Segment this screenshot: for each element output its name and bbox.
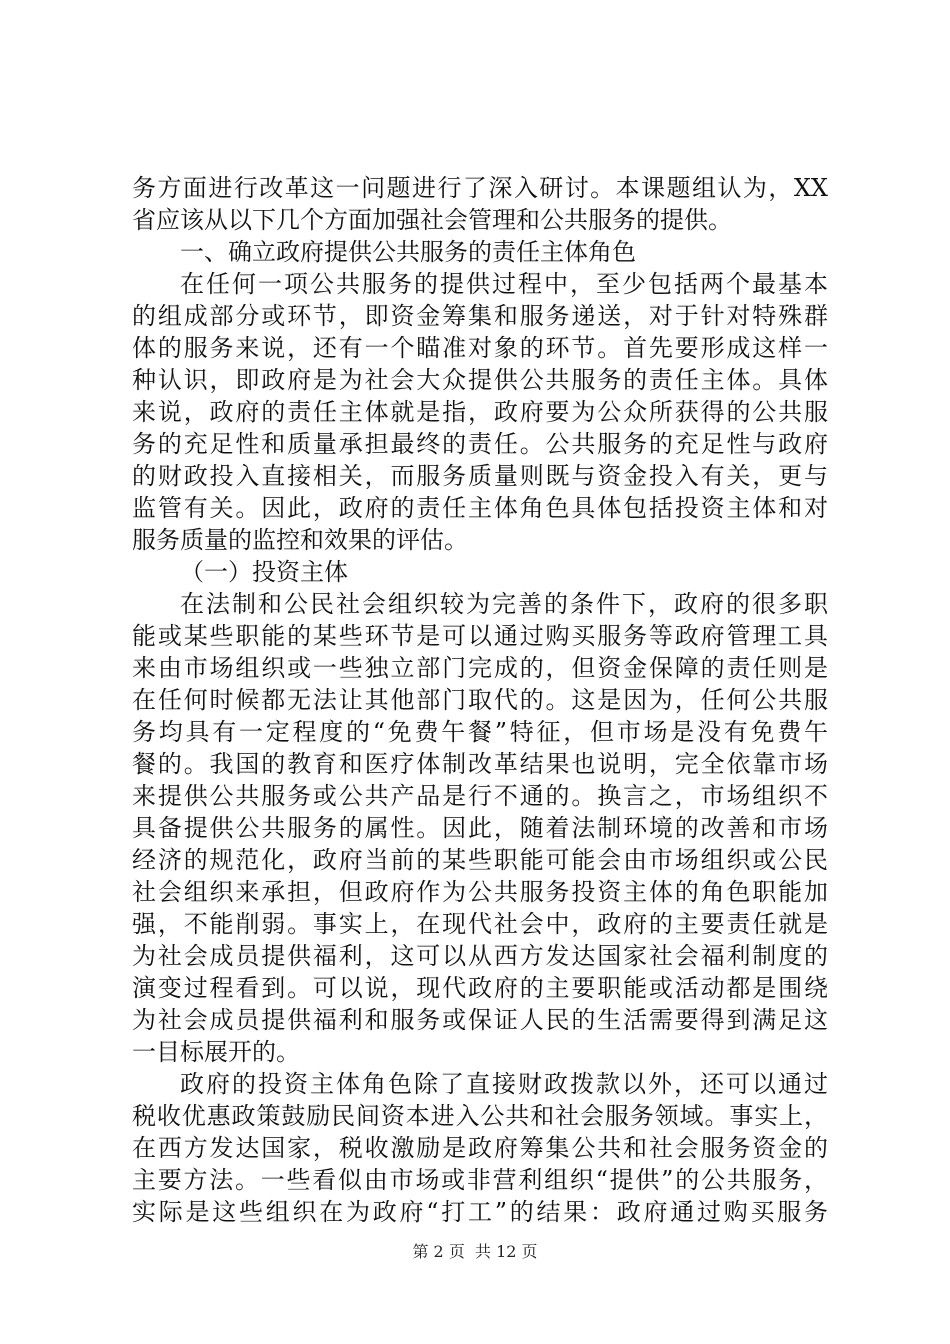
text-line: 务的充足性和质量承担最终的责任。公共服务的充足性与政府 — [132, 430, 828, 458]
text-line: 在法制和公民社会组织较为完善的条件下，政府的很多职 — [180, 590, 828, 618]
text-line: 实际是这些组织在为政府“打工”的结果：政府通过购买服务 — [132, 1198, 828, 1226]
text-line: 强，不能削弱。事实上，在现代社会中，政府的主要责任就是 — [132, 910, 828, 938]
text-line: 一目标展开的。 — [132, 1038, 300, 1066]
text-line: 体的服务来说，还有一个瞄准对象的环节。首先要形成这样一 — [132, 334, 828, 362]
text-line: 演变过程看到。可以说，现代政府的主要职能或活动都是围绕 — [132, 974, 828, 1002]
text-line: 务方面进行改革这一问题进行了深入研讨。本课题组认为，XX — [132, 174, 828, 202]
page-number-label: 第 2 页 共 12 页 — [412, 1242, 538, 1261]
text-line: 一、确立政府提供公共服务的责任主体角色 — [180, 238, 636, 266]
page-footer — [0, 1242, 950, 1262]
text-line: 的财政投入直接相关，而服务质量则既与资金投入有关，更与 — [132, 462, 828, 490]
document-body — [132, 172, 828, 1228]
text-line: 服务质量的监控和效果的评估。 — [132, 526, 468, 554]
text-line: 省应该从以下几个方面加强社会管理和公共服务的提供。 — [132, 206, 732, 234]
text-line: 监管有关。因此，政府的责任主体角色具体包括投资主体和对 — [132, 494, 828, 522]
text-line: 在任何一项公共服务的提供过程中，至少包括两个最基本 — [180, 270, 828, 298]
text-line: （一）投资主体 — [180, 558, 348, 586]
text-line: 为社会成员提供福利，这可以从西方发达国家社会福利制度的 — [132, 942, 828, 970]
text-line: 社会组织来承担，但政府作为公共服务投资主体的角色职能加 — [132, 878, 828, 906]
text-line: 种认识，即政府是为社会大众提供公共服务的责任主体。具体 — [132, 366, 828, 394]
text-line: 的组成部分或环节，即资金筹集和服务递送，对于针对特殊群 — [132, 302, 828, 330]
text-line: 为社会成员提供福利和服务或保证人民的生活需要得到满足这 — [132, 1006, 828, 1034]
text-line: 餐的。我国的教育和医疗体制改革结果也说明，完全依靠市场 — [132, 750, 828, 778]
text-line: 具备提供公共服务的属性。因此，随着法制环境的改善和市场 — [132, 814, 828, 842]
text-line: 在任何时候都无法让其他部门取代的。这是因为，任何公共服 — [132, 686, 828, 714]
text-line: 来由市场组织或一些独立部门完成的，但资金保障的责任则是 — [132, 654, 828, 682]
text-line: 政府的投资主体角色除了直接财政拨款以外，还可以通过 — [180, 1070, 828, 1098]
text-line: 能或某些职能的某些环节是可以通过购买服务等政府管理工具 — [132, 622, 828, 650]
text-line: 来提供公共服务或公共产品是行不通的。换言之，市场组织不 — [132, 782, 828, 810]
text-line: 经济的规范化，政府当前的某些职能可能会由市场组织或公民 — [132, 846, 828, 874]
text-line: 主要方法。一些看似由市场或非营利组织“提供”的公共服务， — [132, 1166, 828, 1194]
text-line: 在西方发达国家，税收激励是政府筹集公共和社会服务资金的 — [132, 1134, 828, 1162]
text-line: 税收优惠政策鼓励民间资本进入公共和社会服务领域。事实上， — [132, 1102, 828, 1130]
text-line: 务均具有一定程度的“免费午餐”特征，但市场是没有免费午 — [132, 718, 828, 746]
text-line: 来说，政府的责任主体就是指，政府要为公众所获得的公共服 — [132, 398, 828, 426]
